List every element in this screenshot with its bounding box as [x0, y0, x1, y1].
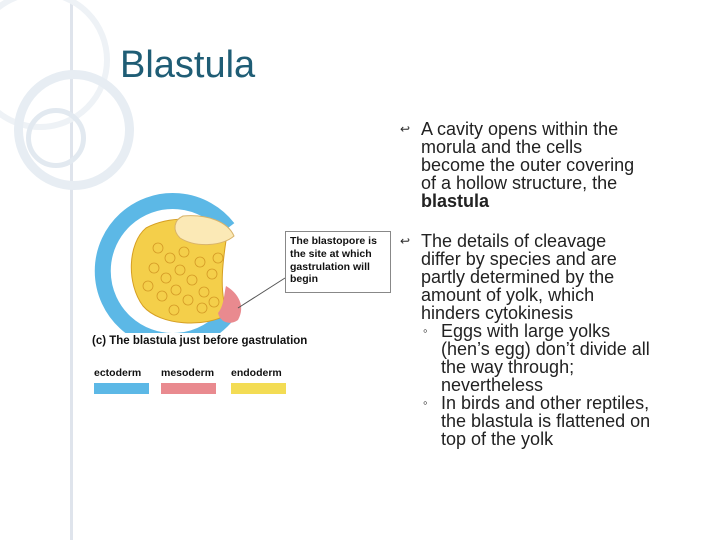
blastula-illustration	[88, 188, 288, 333]
callout-line: begin	[290, 273, 318, 286]
small-circle-bullet-icon: ◦	[423, 395, 428, 410]
sub-bullet-line: top of the yolk	[441, 429, 554, 449]
bullet-list	[400, 120, 710, 448]
sub-bullet-item	[421, 394, 710, 448]
figure-panel-label: (c) The blastula just before gastrulation	[92, 335, 308, 347]
curved-arrow-bullet-icon: ↩	[400, 122, 411, 136]
callout-line: The blastopore is	[290, 235, 377, 247]
bullet-line: morula and the cells	[421, 137, 583, 157]
legend-endoderm	[231, 367, 286, 394]
bullet-item	[400, 120, 710, 210]
bullet-line-bold: blastula	[421, 191, 490, 211]
bullet-line: amount of yolk, which	[421, 285, 595, 305]
bullet-line: The details of cleavage	[421, 231, 607, 251]
legend-label: ectoderm	[94, 367, 142, 379]
bullet-line: partly determined by the	[421, 267, 615, 287]
sub-bullet-line: nevertheless	[441, 375, 544, 395]
legend-swatch-ectoderm	[94, 383, 149, 394]
sub-bullet-line: the blastula is flattened on	[441, 411, 651, 431]
legend-swatch-mesoderm	[161, 383, 216, 394]
callout-pointer-line	[238, 278, 285, 308]
legend-swatch-endoderm	[231, 383, 286, 394]
bullet-line: of a hollow structure, the	[421, 173, 618, 193]
decorative-ring	[26, 108, 86, 168]
sub-bullet-line: Eggs with large yolks	[441, 321, 611, 341]
curved-arrow-bullet-icon: ↩	[400, 234, 411, 248]
blastopore-callout	[285, 231, 391, 293]
legend-label: mesoderm	[161, 367, 215, 379]
blastula-figure	[88, 188, 388, 398]
callout-line: the site at which	[290, 247, 372, 260]
sub-bullet-line: the way through;	[441, 357, 575, 377]
bullet-line: A cavity opens within the	[421, 119, 619, 139]
slide-title: Blastula	[120, 44, 256, 86]
bullet-line: hinders cytokinesis	[421, 303, 574, 323]
callout-line: gastrulation will	[290, 260, 370, 273]
sub-bullet-line: In birds and other reptiles,	[441, 393, 650, 413]
legend-mesoderm	[161, 367, 216, 394]
bullet-line: become the outer covering	[421, 155, 635, 175]
legend-ectoderm	[94, 367, 149, 394]
legend-label: endoderm	[231, 367, 282, 379]
sub-bullet-line: (hen’s egg) don’t divide all	[441, 339, 650, 359]
small-circle-bullet-icon: ◦	[423, 323, 428, 338]
sub-bullet-item	[421, 322, 710, 394]
bullet-line: differ by species and are	[421, 249, 617, 269]
bullet-item	[400, 232, 710, 448]
